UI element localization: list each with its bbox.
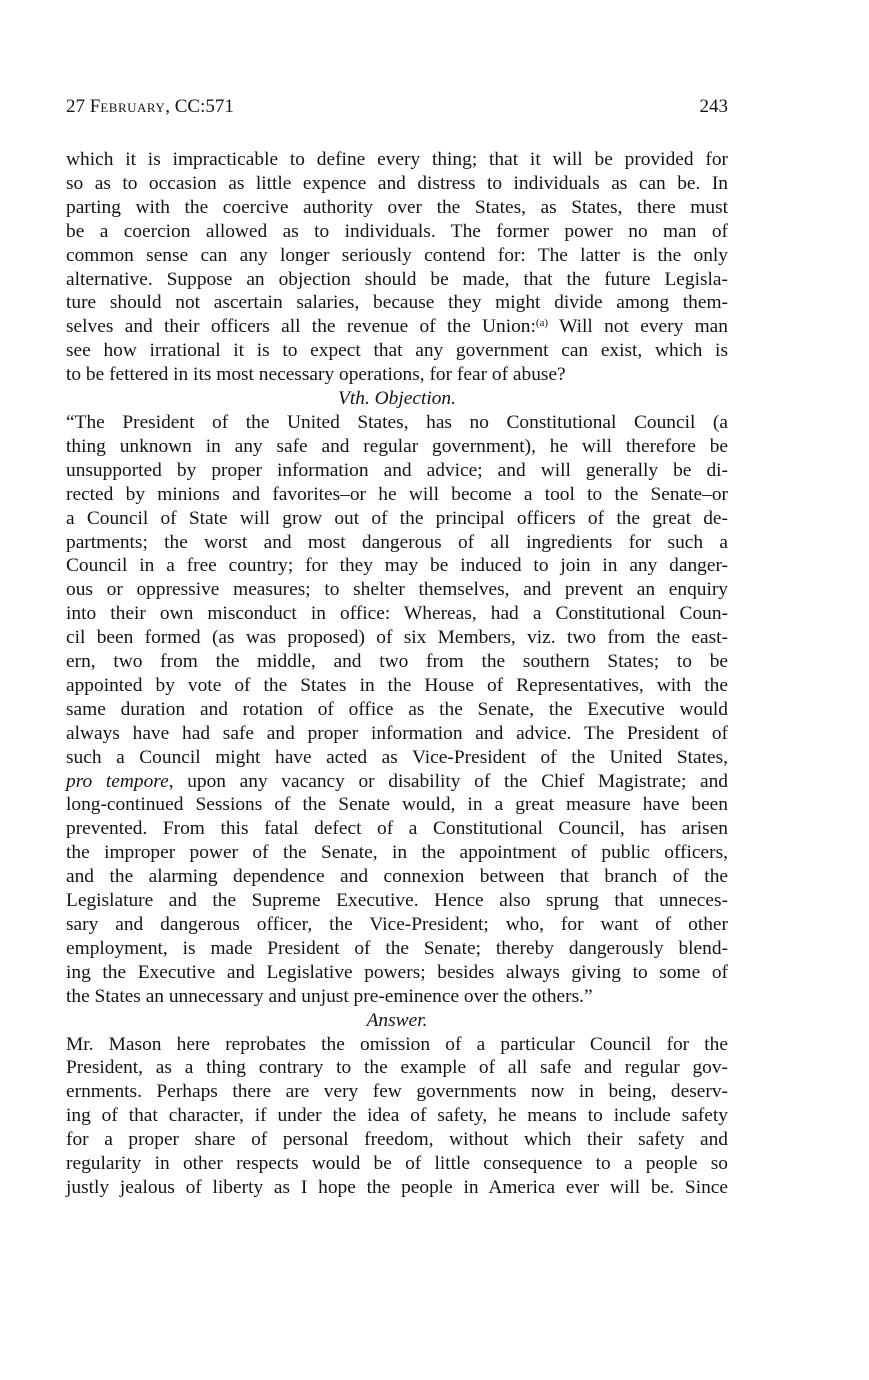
text-line: cil been formed (as was proposed) of six Members, viz. two from the east- (66, 627, 728, 649)
text-line: see how irrational it is to expect that any government can exist, which is (66, 340, 728, 362)
text-line: regularity in other respects would be of little consequence to a people so (66, 1153, 728, 1175)
text-line: thing unknown in any safe and regular government), he will therefore be (66, 435, 728, 457)
text-line: unsupported by proper information and advice; and will generally be di- (66, 459, 728, 481)
text-line: be a coercion allowed as to individuals. The former power no man of (66, 220, 728, 242)
text-line: such a Council might have acted as Vice-President of the United States, (66, 746, 728, 768)
running-head-date: 27 February, CC:571 (66, 96, 234, 117)
text-line: same duration and rotation of office as the Senate, the Executive would (66, 698, 728, 720)
text-line: employment, is made President of the Senate; thereby dangerously blend- (66, 937, 728, 959)
text-line: common sense can any longer seriously contend for: The latter is the only (66, 244, 728, 266)
text-line: the improper power of the Senate, in the appointment of public officers, (66, 842, 728, 864)
text-line: Council in a free country; for they may be induced to join in any danger- (66, 555, 728, 577)
text-line: sary and dangerous officer, the Vice-President; who, for want of other (66, 914, 728, 935)
text-line: “The President of the United States, has no Constitutional Council (a (66, 411, 728, 433)
text-line: ing of that character, if under the idea of safety, he means to include safety (66, 1105, 728, 1127)
body-text (66, 148, 728, 1200)
text-line: alternative. Suppose an objection should be made, that the future Legisla- (66, 268, 728, 290)
text-line: always have had safe and proper information and advice. The President of (66, 722, 728, 744)
text-line: so as to occasion as little expence and distress to individuals as can be. In (66, 172, 728, 194)
text-line: ing the Executive and Legislative powers; besides always giving to some of (66, 961, 728, 983)
text-line: Legislature and the Supreme Executive. Hence also sprung that unneces- (66, 890, 728, 912)
text-line: Mr. Mason here reprobates the omission of a particular Council for the (66, 1033, 728, 1055)
text-line-with-footnote: selves and their officers all the revenue of the Union:$^{(a)}$ Will not every man (66, 316, 728, 338)
section-heading-objection: Vth. Objection. (338, 388, 456, 410)
text-line: justly jealous of liberty as I hope the people in America ever will be. Since (66, 1176, 728, 1198)
section-heading-answer: Answer. (366, 1009, 428, 1031)
text-line: to be fettered in its most necessary operations, for fear of abuse? (66, 364, 566, 386)
footnote-marker: (a) (535, 317, 549, 330)
text-line-pro-tempore: pro tempore, upon any vacancy or disability of the Chief Magistrate; and (66, 770, 728, 792)
running-head (66, 96, 728, 148)
text-line: appointed by vote of the States in the House of Representatives, with the (66, 674, 728, 696)
text-line: into their own misconduct in office: Whereas, had a Constitutional Coun- (66, 603, 728, 625)
text-line: parting with the coercive authority over the States, as States, there must (66, 196, 728, 218)
text-line: ern, two from the middle, and two from the southern States; to be (66, 651, 728, 673)
text-line: which it is impracticable to define every thing; that it will be provided for (66, 149, 728, 170)
text-line: rected by minions and favorites–or he will become a tool to the Senate–or (66, 483, 728, 505)
text-line: the States an unnecessary and unjust pre-eminence over the others.” (66, 985, 593, 1007)
text-line: prevented. From this fatal defect of a Constitutional Council, has arisen (66, 818, 728, 840)
italic-phrase: pro tempore (66, 770, 169, 792)
page-number: 243 (699, 96, 728, 117)
text-line: ous or oppressive measures; to shelter themselves, and prevent an enquiry (66, 579, 728, 601)
text-line: partments; the worst and most dangerous of all ingredients for such a (66, 531, 728, 553)
text-line: President, as a thing contrary to the example of all safe and regular gov- (66, 1057, 728, 1079)
text-line: ture should not ascertain salaries, because they might divide among them- (66, 292, 728, 314)
text-line: and the alarming dependence and connexion between that branch of the (66, 866, 728, 888)
text-line: a Council of State will grow out of the principal officers of the great de- (66, 507, 728, 529)
text-line: long-continued Sessions of the Senate would, in a great measure have been (66, 794, 728, 816)
document-page (66, 96, 728, 1200)
text-line: for a proper share of personal freedom, without which their safety and (66, 1129, 728, 1151)
text-line: ernments. Perhaps there are very few governments now in being, deserv- (66, 1081, 728, 1103)
